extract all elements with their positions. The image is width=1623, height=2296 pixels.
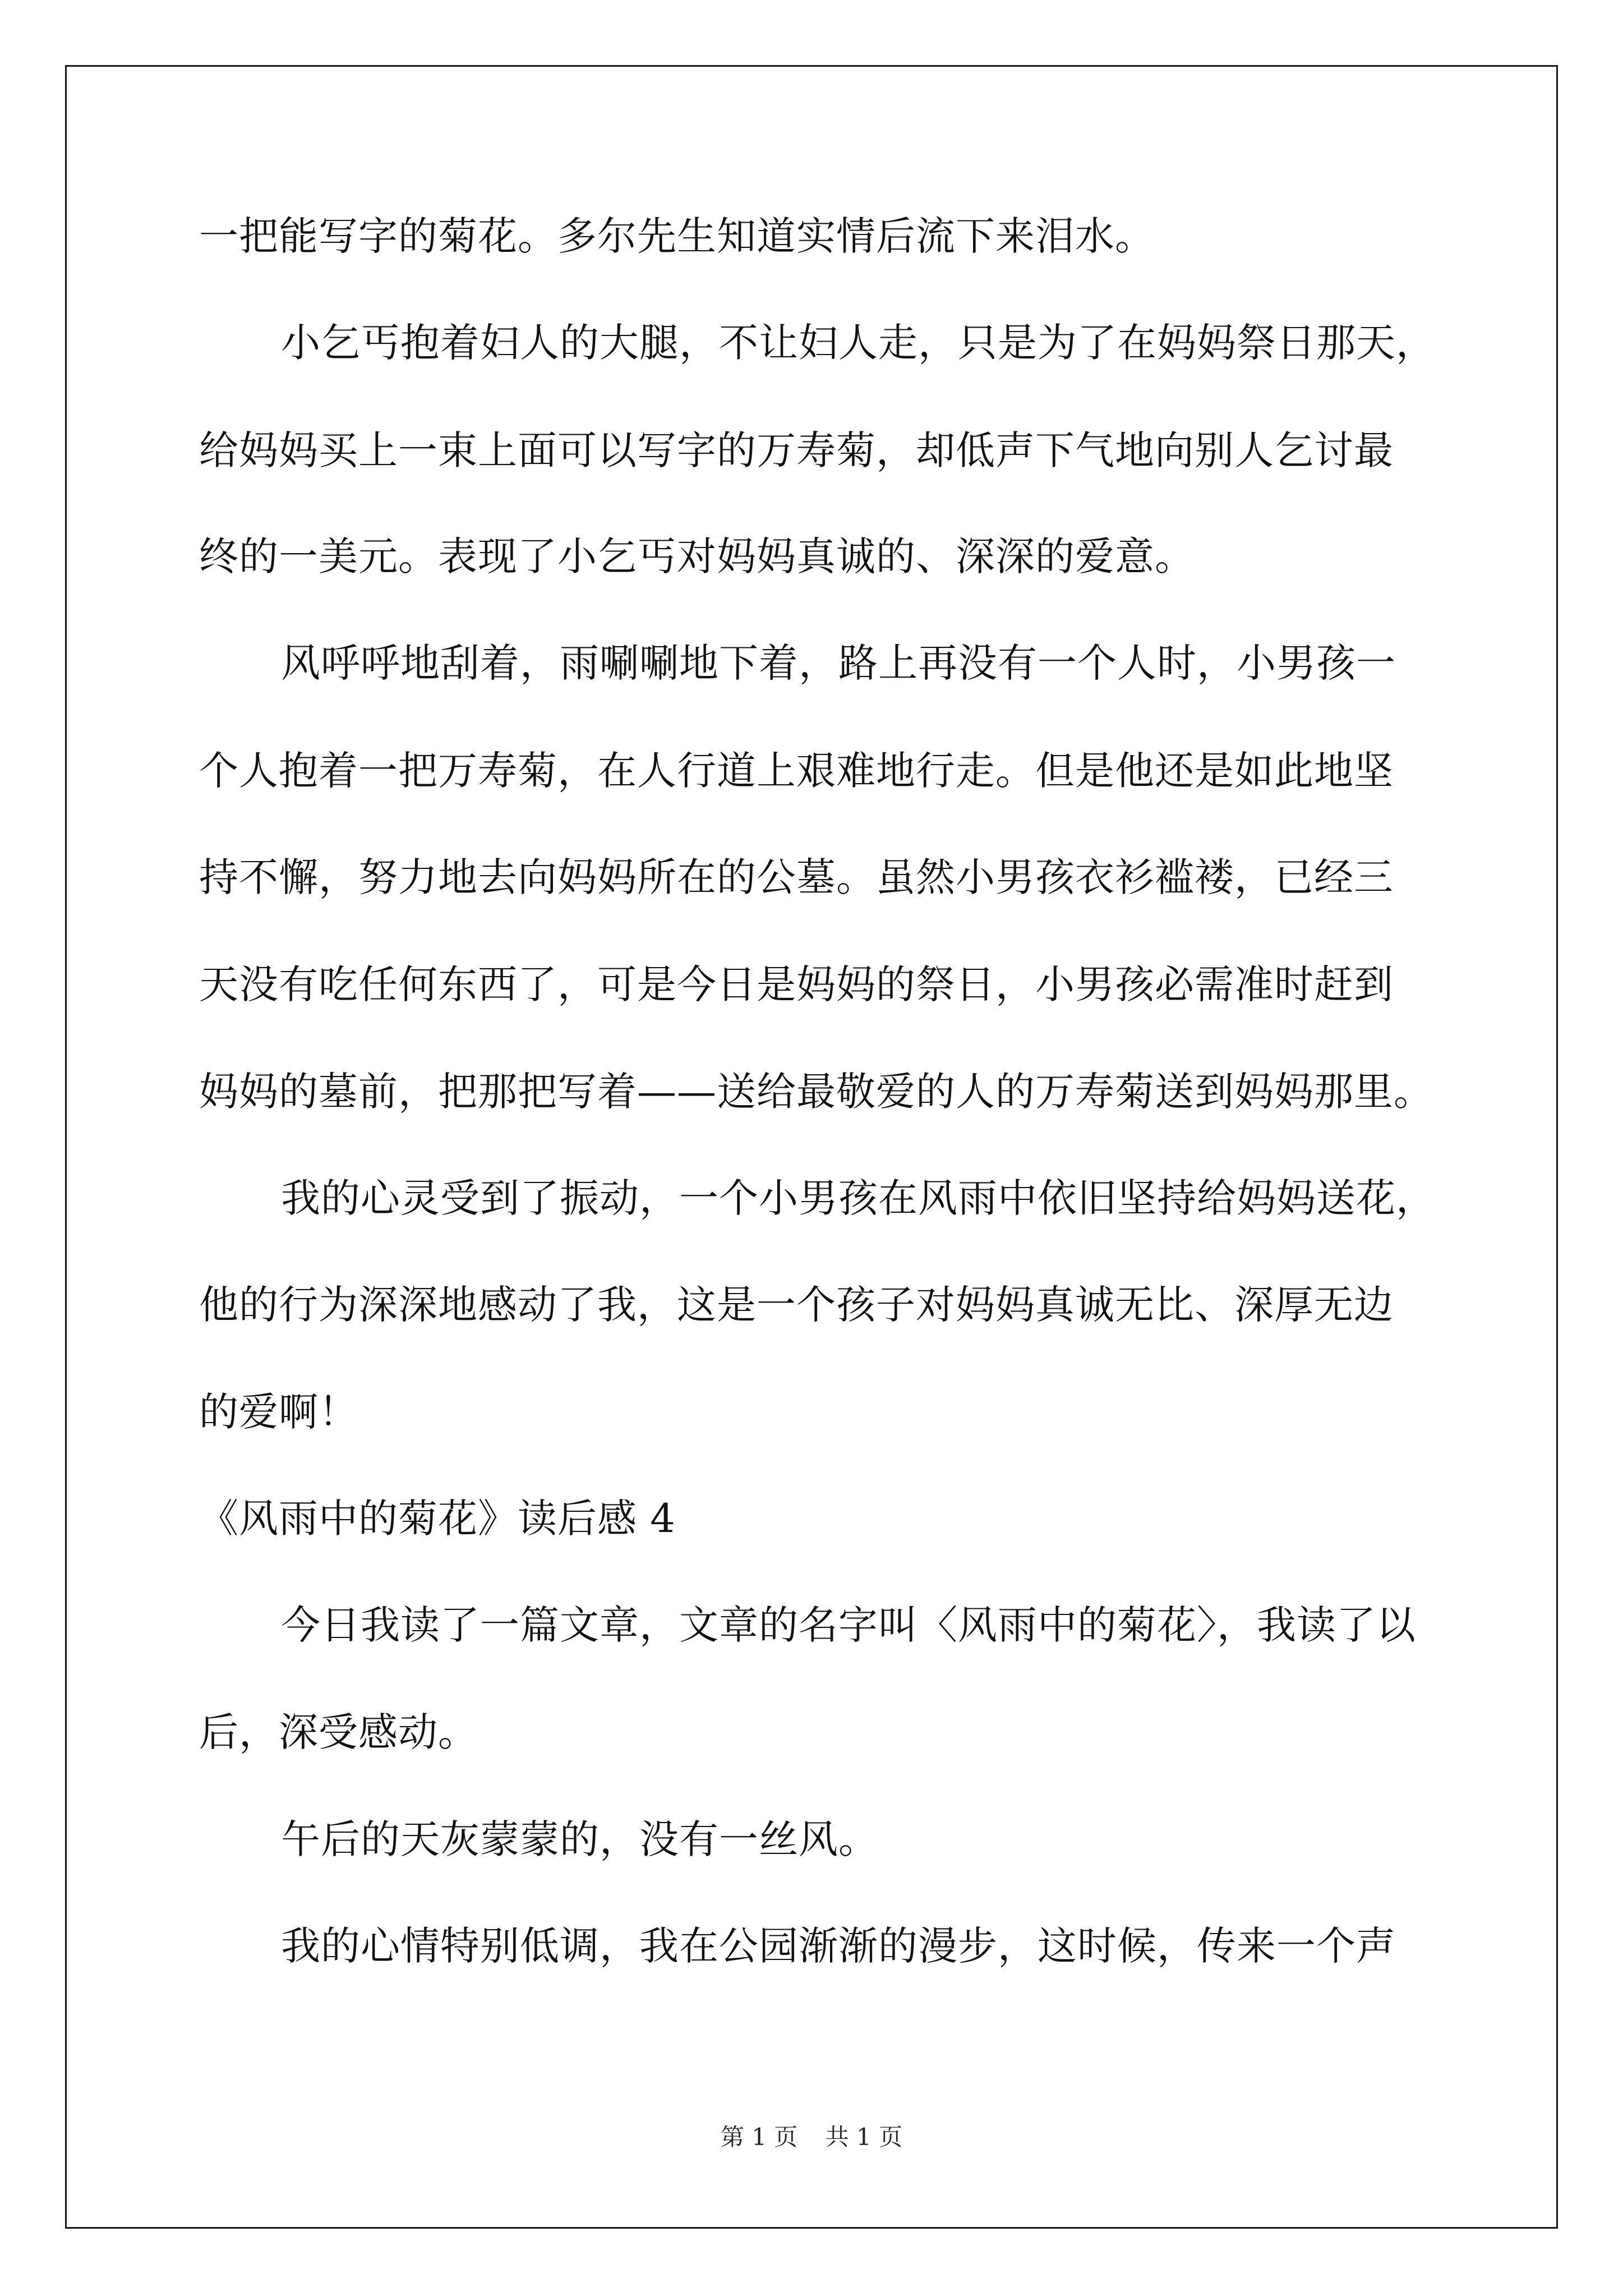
paragraph-line: 一把能写字的菊花。多尔先生知道实情后流下来泪水。 bbox=[199, 213, 1155, 259]
paragraph-line: 终的一美元。表现了小乞丐对妈妈真诚的、深深的爱意。 bbox=[199, 533, 1195, 579]
page-footer bbox=[0, 2120, 1623, 2154]
paragraph-line: 后，深受感动。 bbox=[199, 1709, 478, 1755]
paragraph-line: 我的心情特别低调，我在公园渐渐的漫步，这时候，传来一个声 bbox=[281, 1923, 1396, 1969]
section-heading: 《风雨中的菊花》读后感 4 bbox=[199, 1496, 676, 1542]
paragraph-line: 的爱啊！ bbox=[199, 1389, 358, 1435]
paragraph-line: 我的心灵受到了振动，一个小男孩在风雨中依旧坚持给妈妈送花， bbox=[281, 1175, 1436, 1221]
page-border bbox=[65, 65, 1558, 2229]
paragraph-line: 天没有吃任何东西了，可是今日是妈妈的祭日，小男孩必需准时赶到 bbox=[199, 961, 1394, 1007]
paragraph-line: 今日我读了一篇文章，文章的名字叫〈风雨中的菊花〉，我读了以 bbox=[281, 1602, 1416, 1648]
paragraph-line: 妈妈的墓前，把那把写着——送给最敬爱的人的万寿菊送到妈妈那里。 bbox=[199, 1069, 1433, 1115]
paragraph-line: 小乞丐抱着妇人的大腿，不让妇人走，只是为了在妈妈祭日那天， bbox=[281, 320, 1436, 366]
paragraph-line: 个人抱着一把万寿菊，在人行道上艰难地行走。但是他还是如此地坚 bbox=[199, 748, 1394, 794]
paragraph-line: 给妈妈买上一束上面可以写字的万寿菊，却低声下气地向别人乞讨最 bbox=[199, 427, 1394, 473]
paragraph-line: 持不懈，努力地去向妈妈所在的公墓。虽然小男孩衣衫褴褛，已经三 bbox=[199, 854, 1394, 900]
paragraph-line: 午后的天灰蒙蒙的，没有一丝风。 bbox=[281, 1816, 878, 1862]
paragraph-line: 风呼呼地刮着，雨唰唰地下着，路上再没有一个人时，小男孩一 bbox=[281, 640, 1396, 686]
paragraph-line: 他的行为深深地感动了我，这是一个孩子对妈妈真诚无比、深厚无边 bbox=[199, 1282, 1394, 1328]
page-total: 共 1 页 bbox=[825, 2123, 903, 2151]
page-number: 第 1 页 bbox=[720, 2123, 798, 2151]
